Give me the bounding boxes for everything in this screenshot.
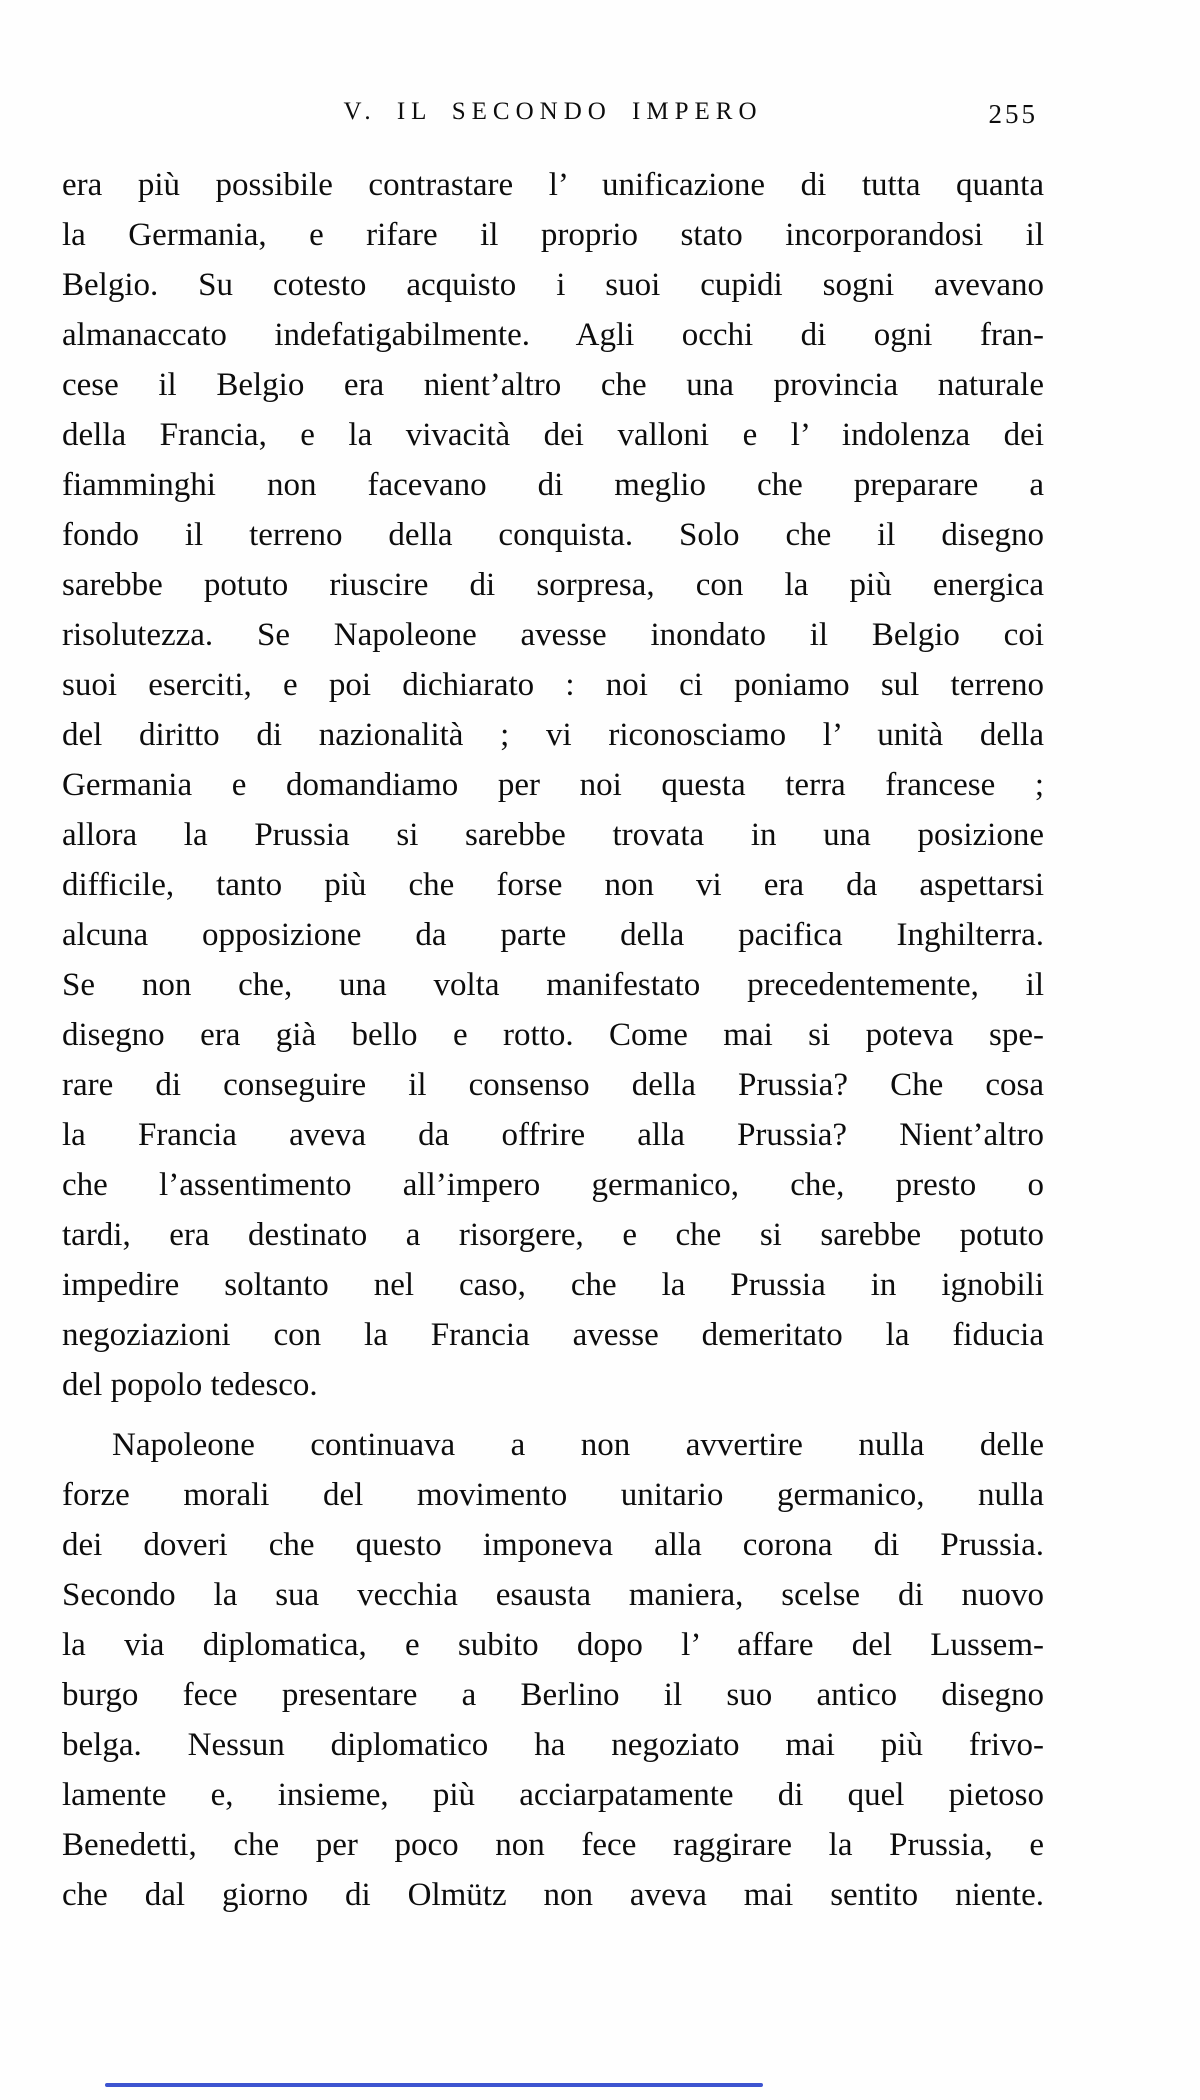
text-line: Napoleone continuava a non avvertire nulla delle — [112, 1427, 1044, 1463]
text-line: tardi, era destinato a risorgere, e che si sarebbe potuto — [62, 1217, 1044, 1253]
text-line: dei doveri che questo imponeva alla corona di Prussia. — [62, 1527, 1044, 1563]
text-line: era più possibile contrastare l’ unificazione di tutta quanta — [62, 167, 1044, 203]
paragraph — [62, 1420, 1044, 1920]
text-line: almanaccato indefatigabilmente. Agli occhi di ogni fran- — [62, 317, 1044, 353]
text-line: rare di conseguire il consenso della Prussia? Che cosa — [62, 1067, 1044, 1103]
text-line: allora la Prussia si sarebbe trovata in una posizione — [62, 817, 1044, 853]
text-line: difficile, tanto più che forse non vi era da aspettarsi — [62, 867, 1044, 903]
text-line: che l’assentimento all’impero germanico, che, presto o — [62, 1167, 1044, 1203]
chapter-header: V. IL SECONDO IMPERO — [343, 98, 763, 125]
text-line: del diritto di nazionalità ; vi riconosciamo l’ unità della — [62, 717, 1044, 753]
text-line: lamente e, insieme, più acciarpatamente di quel pietoso — [62, 1777, 1044, 1813]
text-line: sarebbe potuto riuscire di sorpresa, con la più energica — [62, 567, 1044, 603]
text-line: burgo fece presentare a Berlino il suo antico disegno — [62, 1677, 1044, 1713]
text-line: della Francia, e la vivacità dei valloni e l’ indolenza dei — [62, 417, 1044, 453]
text-line: la Francia aveva da offrire alla Prussia? Nient’altro — [62, 1117, 1044, 1153]
text-line: che dal giorno di Olmütz non aveva mai sentito niente. — [62, 1877, 1044, 1913]
text-line: la via diplomatica, e subito dopo l’ affare del Lussem- — [62, 1627, 1044, 1663]
text-line: cese il Belgio era nient’altro che una provincia naturale — [62, 367, 1044, 403]
text-line: disegno era già bello e rotto. Come mai si poteva spe- — [62, 1017, 1044, 1053]
running-header — [62, 98, 1044, 132]
body-text — [62, 160, 1044, 1920]
text-line: alcuna opposizione da parte della pacifica Inghilterra. — [62, 917, 1044, 953]
paragraph — [62, 160, 1044, 1410]
text-line: belga. Nessun diplomatico ha negoziato mai più frivo- — [62, 1727, 1044, 1763]
text-line: Germania e domandiamo per noi questa terra francese ; — [62, 767, 1044, 803]
text-line: la Germania, e rifare il proprio stato incorporandosi il — [62, 217, 1044, 253]
text-line: impedire soltanto nel caso, che la Prussia in ignobili — [62, 1267, 1044, 1303]
text-line: Benedetti, che per poco non fece raggirare la Prussia, e — [62, 1827, 1044, 1863]
text-line: Se non che, una volta manifestato precedentemente, il — [62, 967, 1044, 1003]
text-line: fiamminghi non facevano di meglio che preparare a — [62, 467, 1044, 503]
text-line: negoziazioni con la Francia avesse demeritato la fiducia — [62, 1317, 1044, 1353]
text-line: fondo il terreno della conquista. Solo che il disegno — [62, 517, 1044, 553]
text-line: Secondo la sua vecchia esausta maniera, scelse di nuovo — [62, 1577, 1044, 1613]
page-number: 255 — [988, 99, 1038, 129]
text-line: forze morali del movimento unitario germanico, nulla — [62, 1477, 1044, 1513]
text-line: risolutezza. Se Napoleone avesse inondato il Belgio coi — [62, 617, 1044, 653]
scan-underline-artifact — [105, 2083, 763, 2087]
text-line: Belgio. Su cotesto acquisto i suoi cupidi sogni avevano — [62, 267, 1044, 303]
text-line: del popolo tedesco. — [62, 1367, 318, 1403]
text-line: suoi eserciti, e poi dichiarato : noi ci poniamo sul terreno — [62, 667, 1044, 703]
